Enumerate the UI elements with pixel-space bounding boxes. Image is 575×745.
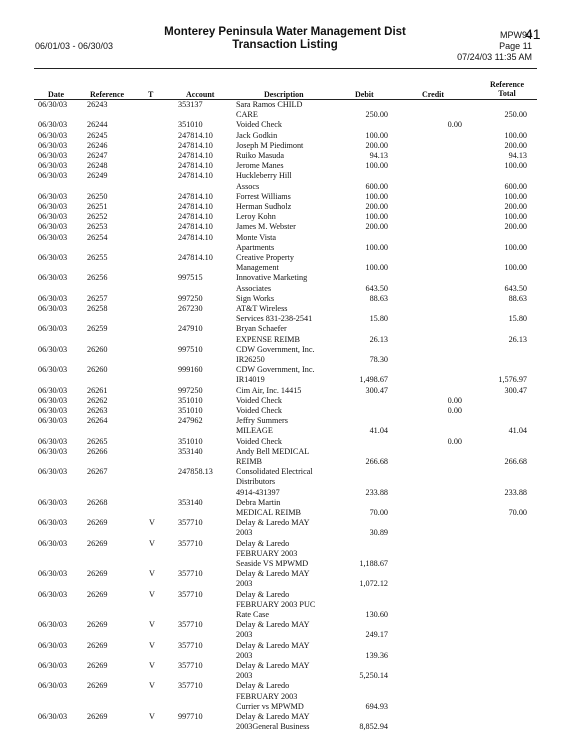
cell-description: Innovative Marketing: [236, 273, 308, 283]
cell-reference: 26257: [87, 293, 108, 303]
cell-debit: 250.00: [365, 110, 388, 120]
cell-reference: 26265: [87, 436, 108, 446]
cell-description: Rate Case: [236, 610, 269, 619]
cell-reference: 26263: [87, 406, 108, 415]
cell-reference-total: 100.00: [504, 212, 527, 222]
col-header-t: T: [148, 90, 154, 99]
cell-credit: 0.00: [447, 395, 462, 405]
cell-account: 247814.10: [178, 161, 213, 171]
cell-credit: 0.00: [447, 406, 462, 415]
cell-reference-total: 100.00: [504, 191, 527, 201]
cell-description: Bryan Schaefer: [236, 324, 287, 334]
cell-date: 06/30/03: [38, 640, 68, 650]
cell-account: 357710: [178, 569, 203, 579]
cell-date: 06/30/03: [38, 712, 68, 721]
cell-description: Assocs: [236, 181, 260, 191]
cell-reference: 26269: [87, 538, 108, 548]
cell-description: 2003: [236, 579, 253, 589]
cell-date: 06/30/03: [38, 467, 68, 477]
cell-description: Voided Check: [236, 120, 283, 130]
cell-description: Monte Vista: [236, 232, 277, 242]
cell-date: 06/30/03: [38, 589, 68, 599]
cell-debit: 70.00: [369, 508, 388, 517]
cell-date: 06/30/03: [38, 151, 68, 160]
cell-debit: 15.80: [369, 314, 388, 324]
date-range: 06/01/03 - 06/30/03: [35, 41, 114, 51]
cell-debit: 694.93: [365, 701, 388, 711]
cell-date: 06/30/03: [38, 569, 68, 579]
cell-reference-total: 100.00: [504, 161, 527, 171]
cell-reference: 26254: [87, 232, 108, 242]
cell-reference-total: 200.00: [504, 222, 527, 232]
cell-account: 351010: [178, 395, 203, 405]
cell-reference: 26260: [87, 365, 108, 375]
cell-type: V: [149, 661, 155, 670]
report-title: Transaction Listing: [232, 39, 338, 51]
cell-description: Distributors: [236, 477, 276, 487]
cell-date: 06/30/03: [38, 140, 68, 150]
cell-date: 06/30/03: [38, 620, 68, 630]
cell-debit: 100.00: [365, 263, 388, 273]
cell-type: V: [149, 712, 155, 721]
cell-credit: 0.00: [447, 120, 462, 130]
cell-debit: 233.88: [365, 487, 388, 497]
cell-description: IR26250: [236, 355, 265, 364]
cell-description: Voided Check: [236, 395, 283, 405]
cell-reference: 26266: [87, 446, 108, 456]
cell-debit: 100.00: [365, 161, 388, 171]
cell-credit: 0.00: [447, 436, 462, 446]
cell-account: 357710: [178, 620, 203, 630]
cell-type: V: [149, 518, 155, 528]
cell-description: Voided Check: [236, 436, 283, 446]
cell-reference-total: 1,576.97: [498, 375, 527, 385]
cell-reference: 26269: [87, 712, 108, 721]
page-number: Page 11: [499, 41, 532, 51]
cell-date: 06/30/03: [38, 416, 68, 426]
cell-account: 357710: [178, 661, 203, 670]
cell-account: 247814.10: [178, 222, 213, 232]
cell-date: 06/30/03: [38, 202, 68, 211]
cell-type: V: [149, 569, 155, 579]
cell-description: Services 831-238-2541: [236, 314, 313, 324]
cell-reference: 26264: [87, 416, 108, 426]
col-header-credit: Credit: [422, 90, 445, 99]
cell-reference: 26267: [87, 467, 108, 477]
report-code: MPW90: [499, 30, 532, 40]
cell-reference-total: 94.13: [508, 151, 527, 160]
cell-reference: 26244: [87, 120, 108, 130]
cell-reference: 26262: [87, 395, 108, 405]
cell-reference-total: 70.00: [508, 508, 527, 517]
cell-description: Jeffry Summers: [236, 416, 288, 426]
cell-description: Debra Martin: [236, 497, 281, 507]
cell-description: Delay & Laredo: [236, 681, 290, 691]
cell-description: MILEAGE: [236, 426, 273, 436]
cell-debit: 266.68: [365, 457, 388, 466]
cell-date: 06/30/03: [38, 518, 68, 528]
cell-description: FEBRUARY 2003: [236, 691, 298, 701]
cell-description: EXPENSE REIMB: [236, 334, 300, 344]
cell-reference: 26255: [87, 253, 108, 262]
cell-account: 247814.10: [178, 151, 213, 160]
cell-account: 247814.10: [178, 130, 213, 140]
cell-reference: 26247: [87, 151, 108, 160]
cell-reference: 26258: [87, 304, 108, 313]
cell-description: Cim Air, Inc. 14415: [236, 385, 302, 395]
cell-reference: 26269: [87, 518, 108, 528]
cell-debit: 26.13: [369, 334, 388, 344]
cell-description: 2003General Business: [236, 722, 310, 732]
cell-reference: 26252: [87, 212, 108, 222]
cell-reference-total: 250.00: [504, 110, 527, 120]
cell-description: Jerome Manes: [236, 161, 284, 171]
cell-type: V: [149, 589, 155, 599]
cell-description: FEBRUARY 2003: [236, 548, 298, 558]
col-header-reference-total: Reference Total: [489, 80, 525, 98]
cell-debit: 1,188.67: [359, 559, 388, 568]
cell-account: 351010: [178, 406, 203, 415]
cell-reference: 26245: [87, 130, 108, 140]
cell-account: 997250: [178, 293, 203, 303]
cell-account: 999160: [178, 365, 203, 375]
cell-date: 06/30/03: [38, 222, 68, 232]
cell-date: 06/30/03: [38, 344, 68, 354]
cell-account: 351010: [178, 436, 203, 446]
cell-description: Sara Ramos CHILD: [236, 100, 303, 109]
cell-description: AT&T Wireless: [236, 304, 288, 313]
cell-date: 06/30/03: [38, 161, 68, 171]
cell-description: Andy Bell MEDICAL: [236, 446, 310, 456]
cell-description: Currier vs MPWMD: [236, 701, 304, 711]
cell-reference: 26261: [87, 385, 108, 395]
cell-type: V: [149, 538, 155, 548]
cell-date: 06/30/03: [38, 497, 68, 507]
cell-reference-total: 643.50: [504, 283, 527, 293]
cell-date: 06/30/03: [38, 365, 68, 375]
cell-account: 997710: [178, 712, 203, 721]
cell-description: Delay & Laredo MAY: [236, 518, 310, 528]
cell-debit: 100.00: [365, 242, 388, 252]
cell-description: MEDICAL REIMB: [236, 508, 301, 517]
cell-account: 267230: [178, 304, 203, 313]
cell-date: 06/30/03: [38, 395, 68, 405]
cell-date: 06/30/03: [38, 681, 68, 691]
cell-description: Delay & Laredo MAY: [236, 640, 310, 650]
cell-description: Delay & Laredo MAY: [236, 569, 310, 579]
cell-reference: 26269: [87, 640, 108, 650]
cell-debit: 200.00: [365, 202, 388, 211]
cell-reference-total: 100.00: [504, 130, 527, 140]
cell-description: Forrest Williams: [236, 191, 291, 201]
cell-account: 353140: [178, 446, 203, 456]
cell-account: 357710: [178, 681, 203, 691]
cell-account: 357710: [178, 589, 203, 599]
cell-debit: 1,072.12: [359, 579, 388, 589]
cell-debit: 200.00: [365, 222, 388, 232]
cell-debit: 8,852.94: [359, 722, 388, 732]
cell-account: 247814.10: [178, 140, 213, 150]
cell-description: Huckleberry Hill: [236, 171, 292, 181]
cell-description: 2003: [236, 528, 253, 538]
cell-reference: 26269: [87, 661, 108, 670]
cell-description: IR14019: [236, 375, 265, 385]
cell-reference: 26269: [87, 589, 108, 599]
cell-reference: 26269: [87, 569, 108, 579]
cell-reference-total: 15.80: [508, 314, 527, 324]
cell-description: Voided Check: [236, 406, 283, 415]
cell-account: 247814.10: [178, 212, 213, 222]
cell-reference-total: 233.88: [504, 487, 527, 497]
cell-debit: 100.00: [365, 130, 388, 140]
cell-description: Delay & Laredo: [236, 538, 290, 548]
cell-reference-total: 600.00: [504, 181, 527, 191]
cell-reference: 26260: [87, 344, 108, 354]
cell-date: 06/30/03: [38, 120, 68, 130]
cell-description: Delay & Laredo MAY: [236, 620, 310, 630]
cell-reference: 26259: [87, 324, 108, 334]
cell-date: 06/30/03: [38, 446, 68, 456]
cell-reference: 26256: [87, 273, 108, 283]
cell-account: 247814.10: [178, 232, 213, 242]
cell-type: V: [149, 681, 155, 691]
cell-reference: 26249: [87, 171, 108, 181]
cell-account: 247814.10: [178, 253, 213, 262]
cell-reference-total: 266.68: [504, 457, 527, 466]
cell-account: 247814.10: [178, 202, 213, 211]
cell-reference-total: 200.00: [504, 202, 527, 211]
cell-debit: 600.00: [365, 181, 388, 191]
cell-debit: 249.17: [365, 630, 388, 640]
cell-account: 353140: [178, 497, 203, 507]
cell-description: CDW Government, Inc.: [236, 344, 315, 354]
cell-date: 06/30/03: [38, 385, 68, 395]
cell-account: 247858.13: [178, 467, 213, 477]
cell-reference: 26269: [87, 620, 108, 630]
cell-reference-total: 88.63: [508, 293, 527, 303]
cell-description: Herman Sudholz: [236, 202, 292, 211]
cell-reference-total: 41.04: [508, 426, 527, 436]
cell-description: CDW Government, Inc.: [236, 365, 315, 375]
cell-description: Delay & Laredo MAY: [236, 712, 310, 721]
cell-debit: 139.36: [365, 650, 388, 660]
cell-description: Creative Property: [236, 253, 294, 262]
cell-debit: 78.30: [369, 355, 388, 364]
cell-date: 06/30/03: [38, 191, 68, 201]
cell-account: 351010: [178, 120, 203, 130]
cell-date: 06/30/03: [38, 538, 68, 548]
cell-reference-total: 200.00: [504, 140, 527, 150]
cell-description: REIMB: [236, 457, 262, 466]
cell-reference-total: 100.00: [504, 242, 527, 252]
print-datetime: 07/24/03 11:35 AM: [457, 52, 532, 62]
cell-description: Delay & Laredo MAY: [236, 661, 310, 670]
cell-debit: 300.47: [365, 385, 388, 395]
cell-account: 247814.10: [178, 171, 213, 181]
col-header-reference: Reference: [90, 90, 125, 99]
cell-description: 2003: [236, 650, 253, 660]
cell-debit: 41.04: [369, 426, 388, 436]
cell-reference: 26250: [87, 191, 108, 201]
cell-account: 247962: [178, 416, 203, 426]
cell-description: Delay & Laredo: [236, 589, 290, 599]
cell-date: 06/30/03: [38, 436, 68, 446]
col-header-debit: Debit: [355, 90, 374, 99]
cell-date: 06/30/03: [38, 324, 68, 334]
cell-reference: 26269: [87, 681, 108, 691]
col-header-description: Description: [264, 90, 304, 99]
cell-debit: 100.00: [365, 212, 388, 222]
cell-reference: 26268: [87, 497, 108, 507]
cell-description: James M. Webster: [236, 222, 296, 232]
cell-type: V: [149, 640, 155, 650]
cell-date: 06/30/03: [38, 406, 68, 415]
cell-reference: 26248: [87, 161, 108, 171]
report-heading: [155, 26, 415, 52]
cell-date: 06/30/03: [38, 232, 68, 242]
cell-date: 06/30/03: [38, 273, 68, 283]
cell-description: 4914-431397: [236, 487, 280, 497]
cell-date: 06/30/03: [38, 253, 68, 262]
cell-description: Management: [236, 263, 279, 273]
cell-account: 247814.10: [178, 191, 213, 201]
cell-date: 06/30/03: [38, 130, 68, 140]
cell-account: 357710: [178, 538, 203, 548]
cell-debit: 30.89: [369, 528, 388, 538]
cell-date: 06/30/03: [38, 293, 68, 303]
cell-reference: 26253: [87, 222, 108, 232]
cell-debit: 88.63: [369, 293, 388, 303]
cell-description: 2003: [236, 671, 253, 681]
cell-type: V: [149, 620, 155, 630]
report-meta: [457, 30, 532, 63]
cell-description: Consolidated Electrical: [236, 467, 313, 477]
cell-account: 353137: [178, 100, 203, 109]
cell-debit: 643.50: [365, 283, 388, 293]
cell-account: 997250: [178, 385, 203, 395]
cell-description: Jack Godkin: [236, 130, 278, 140]
page-stamp: 41: [525, 26, 541, 42]
cell-description: Sign Works: [236, 293, 275, 303]
cell-debit: 100.00: [365, 191, 388, 201]
cell-account: 997515: [178, 273, 203, 283]
cell-description: Associates: [236, 283, 272, 293]
cell-date: 06/30/03: [38, 212, 68, 222]
cell-account: 247910: [178, 324, 203, 334]
cell-description: Leroy Kohn: [236, 212, 276, 222]
cell-debit: 1,498.67: [359, 375, 388, 385]
cell-reference: 26246: [87, 140, 108, 150]
cell-reference-total: 300.47: [504, 385, 527, 395]
organization-name: Monterey Peninsula Water Management Dist: [164, 26, 406, 38]
cell-account: 357710: [178, 518, 203, 528]
cell-reference: 26251: [87, 202, 108, 211]
cell-description: FEBRUARY 2003 PUC: [236, 599, 316, 609]
cell-reference-total: 26.13: [508, 334, 527, 344]
cell-date: 06/30/03: [38, 100, 68, 109]
cell-debit: 200.00: [365, 140, 388, 150]
cell-description: Seaside VS MPWMD: [236, 559, 309, 568]
cell-reference-total: 100.00: [504, 263, 527, 273]
cell-description: 2003: [236, 630, 253, 640]
cell-description: CARE: [236, 110, 258, 120]
cell-date: 06/30/03: [38, 304, 68, 313]
cell-date: 06/30/03: [38, 171, 68, 181]
cell-account: 357710: [178, 640, 203, 650]
cell-description: Ruiko Masuda: [236, 151, 284, 160]
cell-debit: 130.60: [365, 610, 388, 619]
cell-debit: 94.13: [369, 151, 388, 160]
col-header-account: Account: [186, 90, 215, 99]
cell-description: Apartments: [236, 242, 275, 252]
cell-date: 06/30/03: [38, 661, 68, 670]
header-top-rule: [34, 68, 537, 69]
cell-account: 997510: [178, 344, 203, 354]
cell-reference: 26243: [87, 100, 108, 109]
cell-description: Joseph M Piedimont: [236, 140, 304, 150]
cell-debit: 5,250.14: [359, 671, 388, 681]
col-header-date: Date: [48, 90, 64, 99]
